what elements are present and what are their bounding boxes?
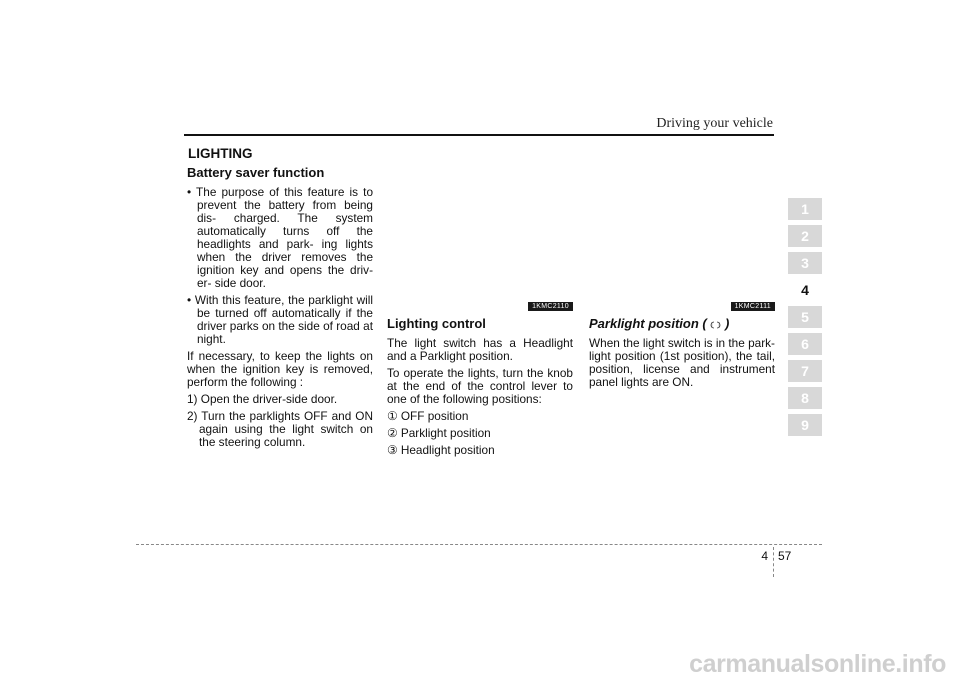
image-code: 1KMC2111 xyxy=(731,302,775,311)
bullet-item: • The purpose of this feature is to prevent the battery from being dis- charged. The system automatically turns off the headlights and park- ing lights when the driver removes the ignition key and opens the driv- er- side door. xyxy=(187,185,374,290)
watermark: carmanualsonline.info xyxy=(689,650,946,678)
position-item: ③ Headlight position xyxy=(387,443,495,457)
paragraph: To operate the lights, turn the knob at the end of the control lever to one of the following positions: xyxy=(387,366,573,406)
column-parklight xyxy=(589,316,775,393)
heading-parklight: Parklight position ( ) xyxy=(589,316,730,331)
step-item: 2) Turn the parklights OFF and ON again using the light switch on the steering column. xyxy=(187,409,373,449)
running-header: Driving your vehicle xyxy=(656,116,773,131)
parklight-icon xyxy=(710,321,721,329)
chapter-tab-3[interactable]: 3 xyxy=(788,252,822,274)
paragraph: The light switch has a Headlight and a Parklight position. xyxy=(387,336,573,363)
header-rule xyxy=(184,134,774,136)
illustration-lighting-control xyxy=(387,165,573,311)
image-code: 1KMC2110 xyxy=(528,302,573,311)
column-lighting-control xyxy=(387,316,573,461)
illustration-parklight xyxy=(589,165,775,311)
chapter-tab-8[interactable]: 8 xyxy=(788,387,822,409)
section-title: LIGHTING xyxy=(188,146,253,161)
chapter-tab-5[interactable]: 5 xyxy=(788,306,822,328)
position-item: ① OFF position xyxy=(387,409,469,423)
heading-lighting-control: Lighting control xyxy=(387,316,486,331)
chapter-tab-1[interactable]: 1 xyxy=(788,198,822,220)
chapter-tab-2[interactable]: 2 xyxy=(788,225,822,247)
chapter-tab-4[interactable]: 4 xyxy=(788,279,822,301)
chapter-tab-7[interactable]: 7 xyxy=(788,360,822,382)
paragraph: When the light switch is in the park- light position (1st position), the tail, position, license and instrument panel lights are ON. xyxy=(589,336,775,389)
chapter-tab-6[interactable]: 6 xyxy=(788,333,822,355)
step-item: 1) Open the driver-side door. xyxy=(187,392,338,406)
footer-chapter-number: 4 xyxy=(761,549,768,563)
footer-page-number: 57 xyxy=(778,549,792,563)
footer-separator xyxy=(773,547,774,577)
paragraph: If necessary, to keep the lights on when the ignition key is removed, perform the following : xyxy=(187,349,373,389)
position-item: ② Parklight position xyxy=(387,426,491,440)
heading-battery-saver: Battery saver function xyxy=(187,165,325,180)
chapter-tab-9[interactable]: 9 xyxy=(788,414,822,436)
column-battery-saver xyxy=(187,165,373,453)
footer-rule xyxy=(136,544,822,545)
bullet-item: • With this feature, the parklight will be turned off automatically if the driver parks on the side of road at night. xyxy=(187,293,373,346)
